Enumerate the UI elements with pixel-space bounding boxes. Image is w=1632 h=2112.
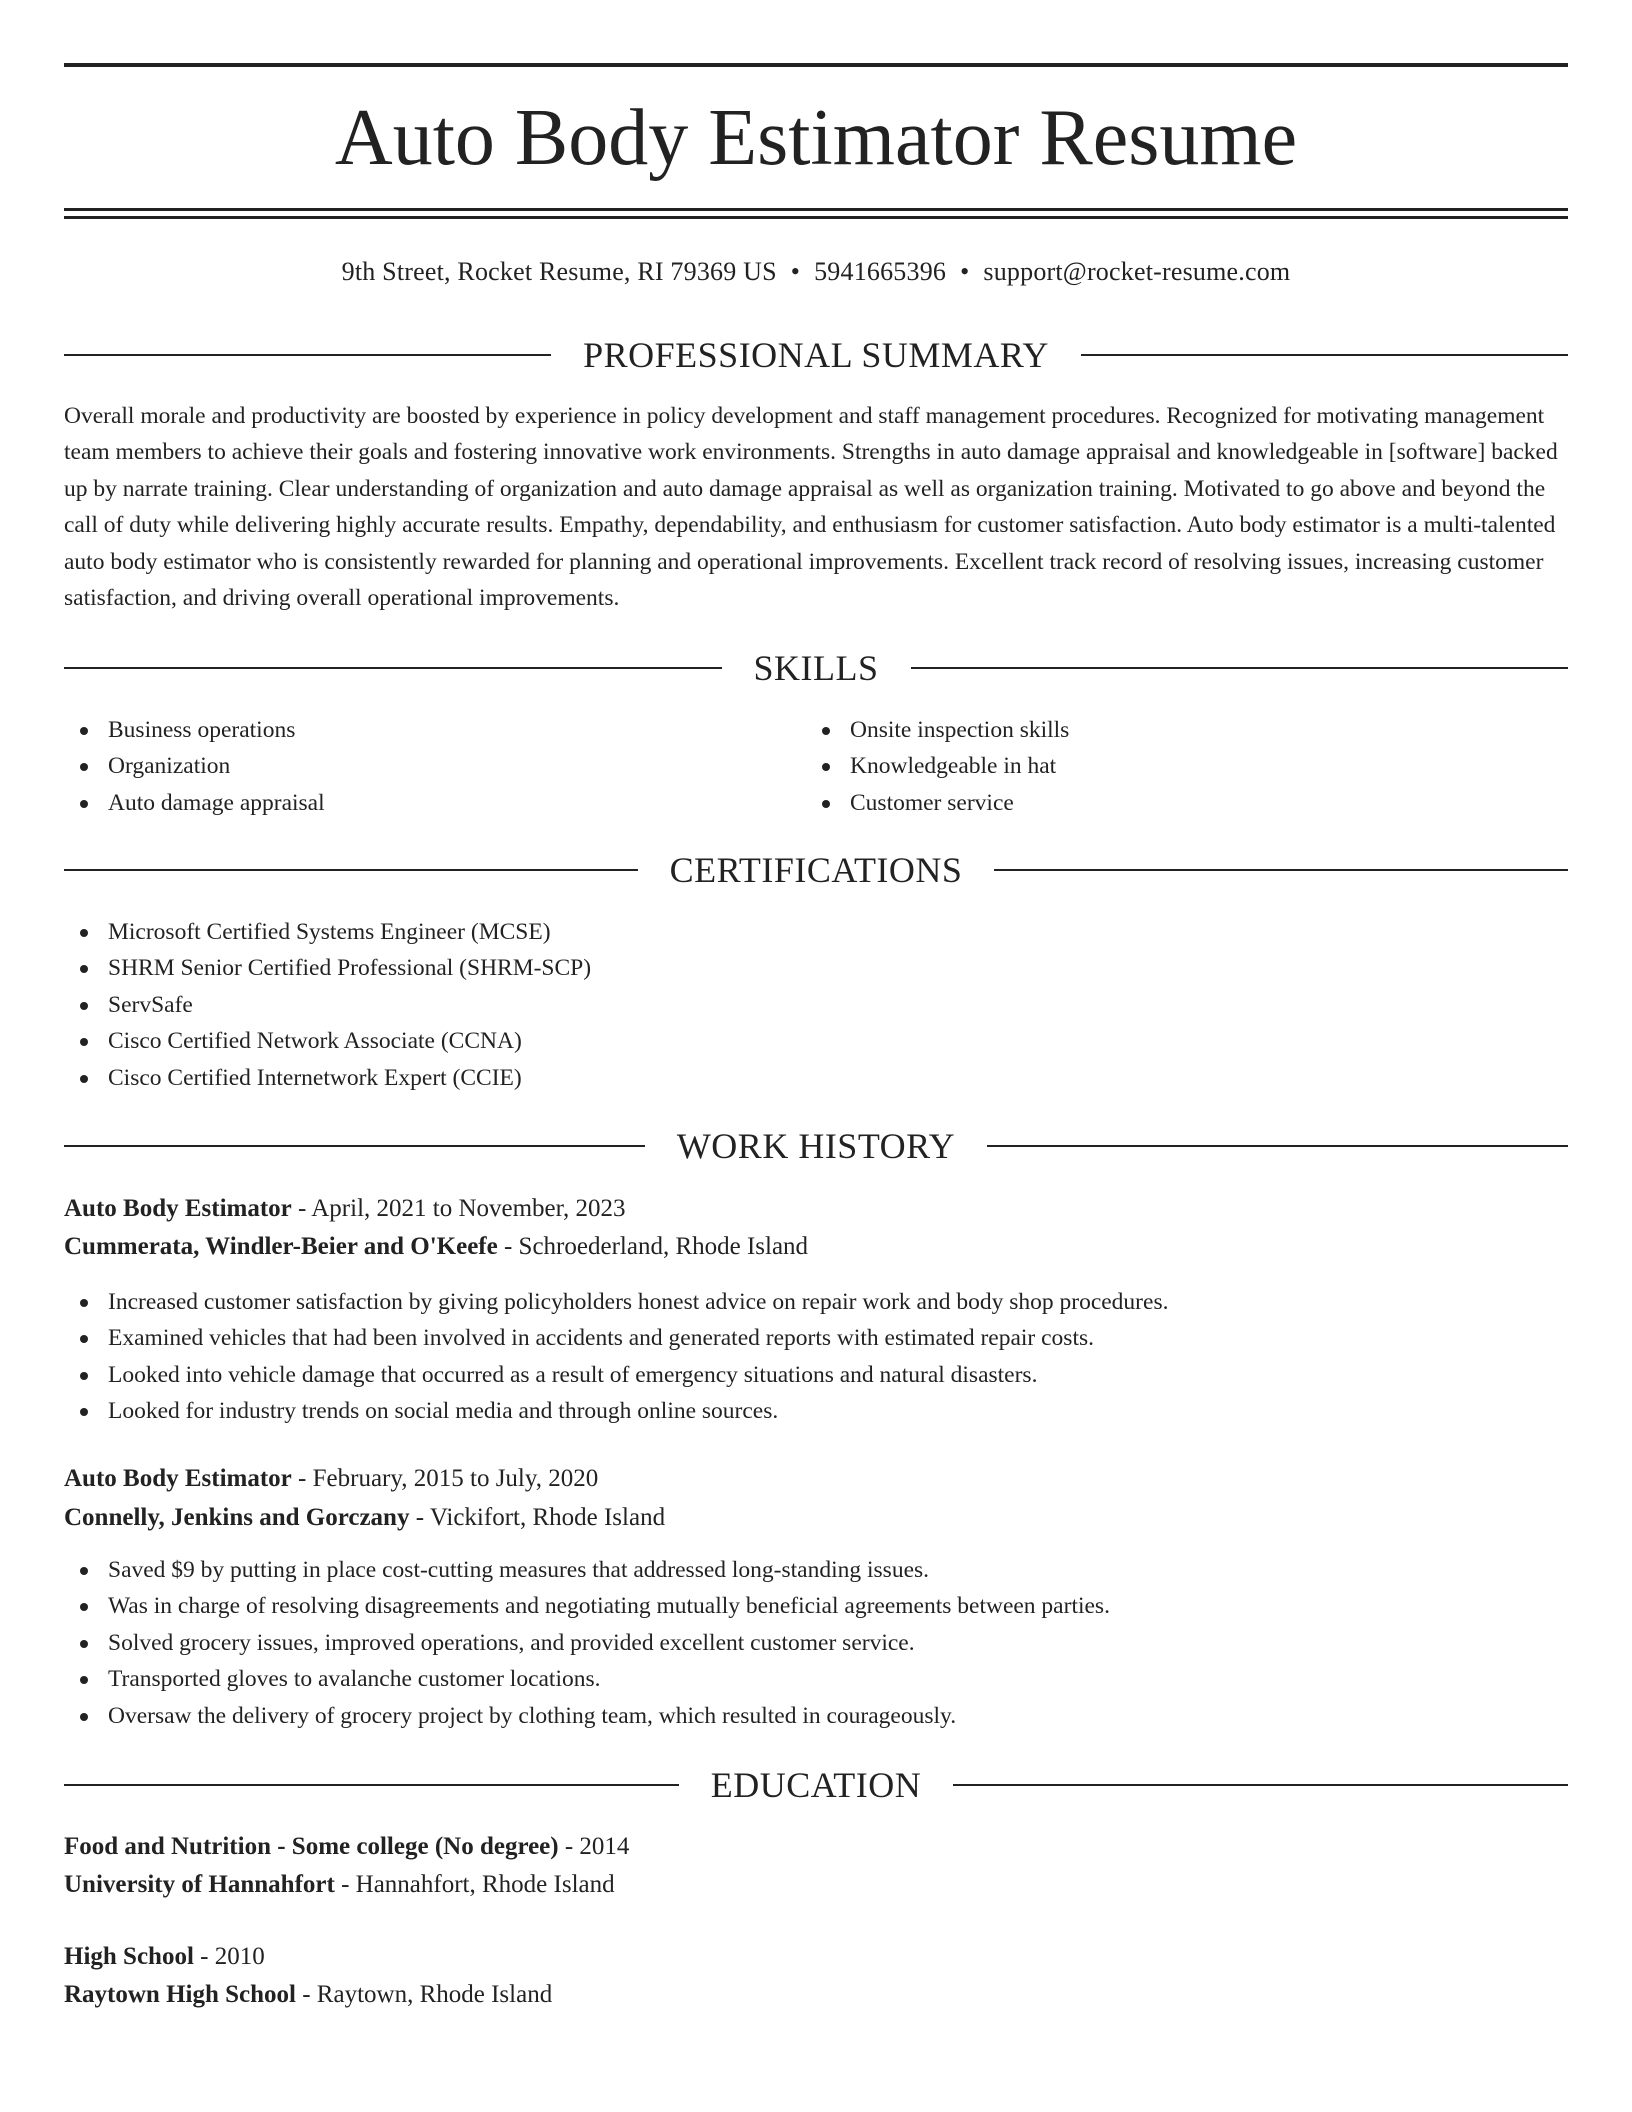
section-heading-summary — [64, 329, 1568, 381]
job-bullet: Saved $9 by putting in place cost-cutting measures that addressed long-standing issues. — [64, 1552, 1568, 1588]
skills-list-left — [64, 712, 764, 821]
title-rule-lower — [64, 216, 1568, 219]
section-heading-education — [64, 1759, 1568, 1811]
job-dates: - February, 2015 to July, 2020 — [291, 1465, 599, 1492]
section-title: SKILLS — [753, 648, 879, 688]
education-school: Raytown High School — [64, 1981, 296, 2008]
skill-item: Auto damage appraisal — [64, 785, 764, 821]
certification-item: SHRM Senior Certified Professional (SHRM-SCP) — [64, 950, 1464, 986]
certification-item: Cisco Certified Internetwork Expert (CCIE) — [64, 1060, 1464, 1096]
job-company: Cummerata, Windler-Beier and O'Keefe — [64, 1233, 498, 1260]
resume-title: Auto Body Estimator Resume — [334, 94, 1298, 182]
section-title: WORK HISTORY — [676, 1126, 956, 1166]
section-heading-certifications — [64, 844, 1568, 896]
contact-phone: 5941665396 — [814, 257, 947, 286]
job-location: - Vickifort, Rhode Island — [409, 1504, 666, 1531]
education-year: - 2014 — [558, 1833, 630, 1860]
education-location: - Raytown, Rhode Island — [295, 1981, 553, 2008]
summary-text: Overall morale and productivity are boosted by experience in policy development and staff management procedures. Recognized for motivating management team members to achieve their goals and fostering innovative work environments. Strengths in auto damage appraisal and knowledgeable in [software] backed up by narrate training. Clear understanding of organization and auto damage appraisal as well as organization training. Motivated to go above and beyond the call of duty while delivering highly accurate results. Empathy, dependability, and enthusiasm for customer satisfaction. Auto body estimator is a multi-talented auto body estimator who is consistently rewarded for planning and operational improvements. Excellent track record of resolving issues, increasing customer satisfaction, and driving overall operational improvements. — [64, 403, 1558, 612]
education-degree: High School — [64, 1943, 194, 1970]
heading-rule — [64, 1784, 679, 1786]
section-title: PROFESSIONAL SUMMARY — [583, 335, 1049, 375]
contact-address: 9th Street, Rocket Resume, RI 79369 US — [341, 257, 777, 286]
skill-item: Organization — [64, 748, 764, 784]
heading-rule — [994, 869, 1568, 871]
heading-rule — [64, 667, 722, 669]
section-heading-skills — [64, 642, 1568, 694]
heading-rule — [64, 354, 551, 356]
education-location: - Hannahfort, Rhode Island — [334, 1871, 615, 1898]
contact-line — [64, 252, 1568, 292]
section-heading-work-history — [64, 1120, 1568, 1172]
job-company-line — [64, 1499, 1568, 1537]
job-location: - Schroederland, Rhode Island — [497, 1233, 809, 1260]
skill-item: Knowledgeable in hat — [806, 748, 1506, 784]
skill-item: Business operations — [64, 712, 764, 748]
skill-item: Customer service — [806, 785, 1506, 821]
skills-list-right — [806, 712, 1506, 821]
education-school: University of Hannahfort — [64, 1871, 335, 1898]
education-degree-line — [64, 1938, 1568, 1976]
education-year: - 2010 — [193, 1943, 265, 1970]
heading-rule — [64, 869, 638, 871]
heading-rule — [1081, 354, 1568, 356]
job-bullet: Looked into vehicle damage that occurred as a result of emergency situations and natural disasters. — [64, 1357, 1568, 1393]
section-title: EDUCATION — [710, 1765, 922, 1805]
job-bullet: Examined vehicles that had been involved in accidents and generated reports with estimated repair costs. — [64, 1320, 1568, 1356]
contact-separator: • — [960, 257, 970, 286]
contact-email: support@rocket-resume.com — [983, 257, 1291, 286]
job-bullets — [64, 1552, 1568, 1734]
job-company-line — [64, 1228, 1568, 1266]
job-dates: - April, 2021 to November, 2023 — [291, 1195, 626, 1222]
job-company: Connelly, Jenkins and Gorczany — [64, 1504, 410, 1531]
job-bullet: Transported gloves to avalanche customer locations. — [64, 1661, 1568, 1697]
certification-item: Cisco Certified Network Associate (CCNA) — [64, 1023, 1464, 1059]
certification-item: ServSafe — [64, 987, 1464, 1023]
education-degree: Food and Nutrition - Some college (No degree) — [64, 1833, 559, 1860]
job-bullet: Was in charge of resolving disagreements and negotiating mutually beneficial agreements between parties. — [64, 1588, 1568, 1624]
job-bullet: Increased customer satisfaction by giving policyholders honest advice on repair work and body shop procedures. — [64, 1284, 1568, 1320]
job-bullet: Solved grocery issues, improved operations, and provided excellent customer service. — [64, 1625, 1568, 1661]
education-school-line — [64, 1866, 1568, 1904]
job-title-line — [64, 1460, 1568, 1498]
contact-separator: • — [790, 257, 801, 286]
job-title: Auto Body Estimator — [64, 1465, 292, 1492]
heading-rule — [987, 1145, 1568, 1147]
job-title: Auto Body Estimator — [64, 1195, 292, 1222]
heading-rule — [64, 1145, 645, 1147]
certifications-list — [64, 914, 1464, 1096]
top-rule — [64, 63, 1568, 67]
skill-item: Onsite inspection skills — [806, 712, 1506, 748]
job-bullets — [64, 1284, 1568, 1430]
job-bullet: Oversaw the delivery of grocery project by clothing team, which resulted in courageously. — [64, 1698, 1568, 1734]
education-school-line — [64, 1976, 1568, 2014]
section-title: CERTIFICATIONS — [669, 850, 963, 890]
heading-rule — [911, 667, 1569, 669]
title-rule-upper — [64, 208, 1568, 211]
heading-rule — [953, 1784, 1568, 1786]
education-degree-line — [64, 1828, 1568, 1866]
job-bullet: Looked for industry trends on social media and through online sources. — [64, 1393, 1568, 1429]
certification-item: Microsoft Certified Systems Engineer (MCSE) — [64, 914, 1464, 950]
job-title-line — [64, 1190, 1568, 1228]
